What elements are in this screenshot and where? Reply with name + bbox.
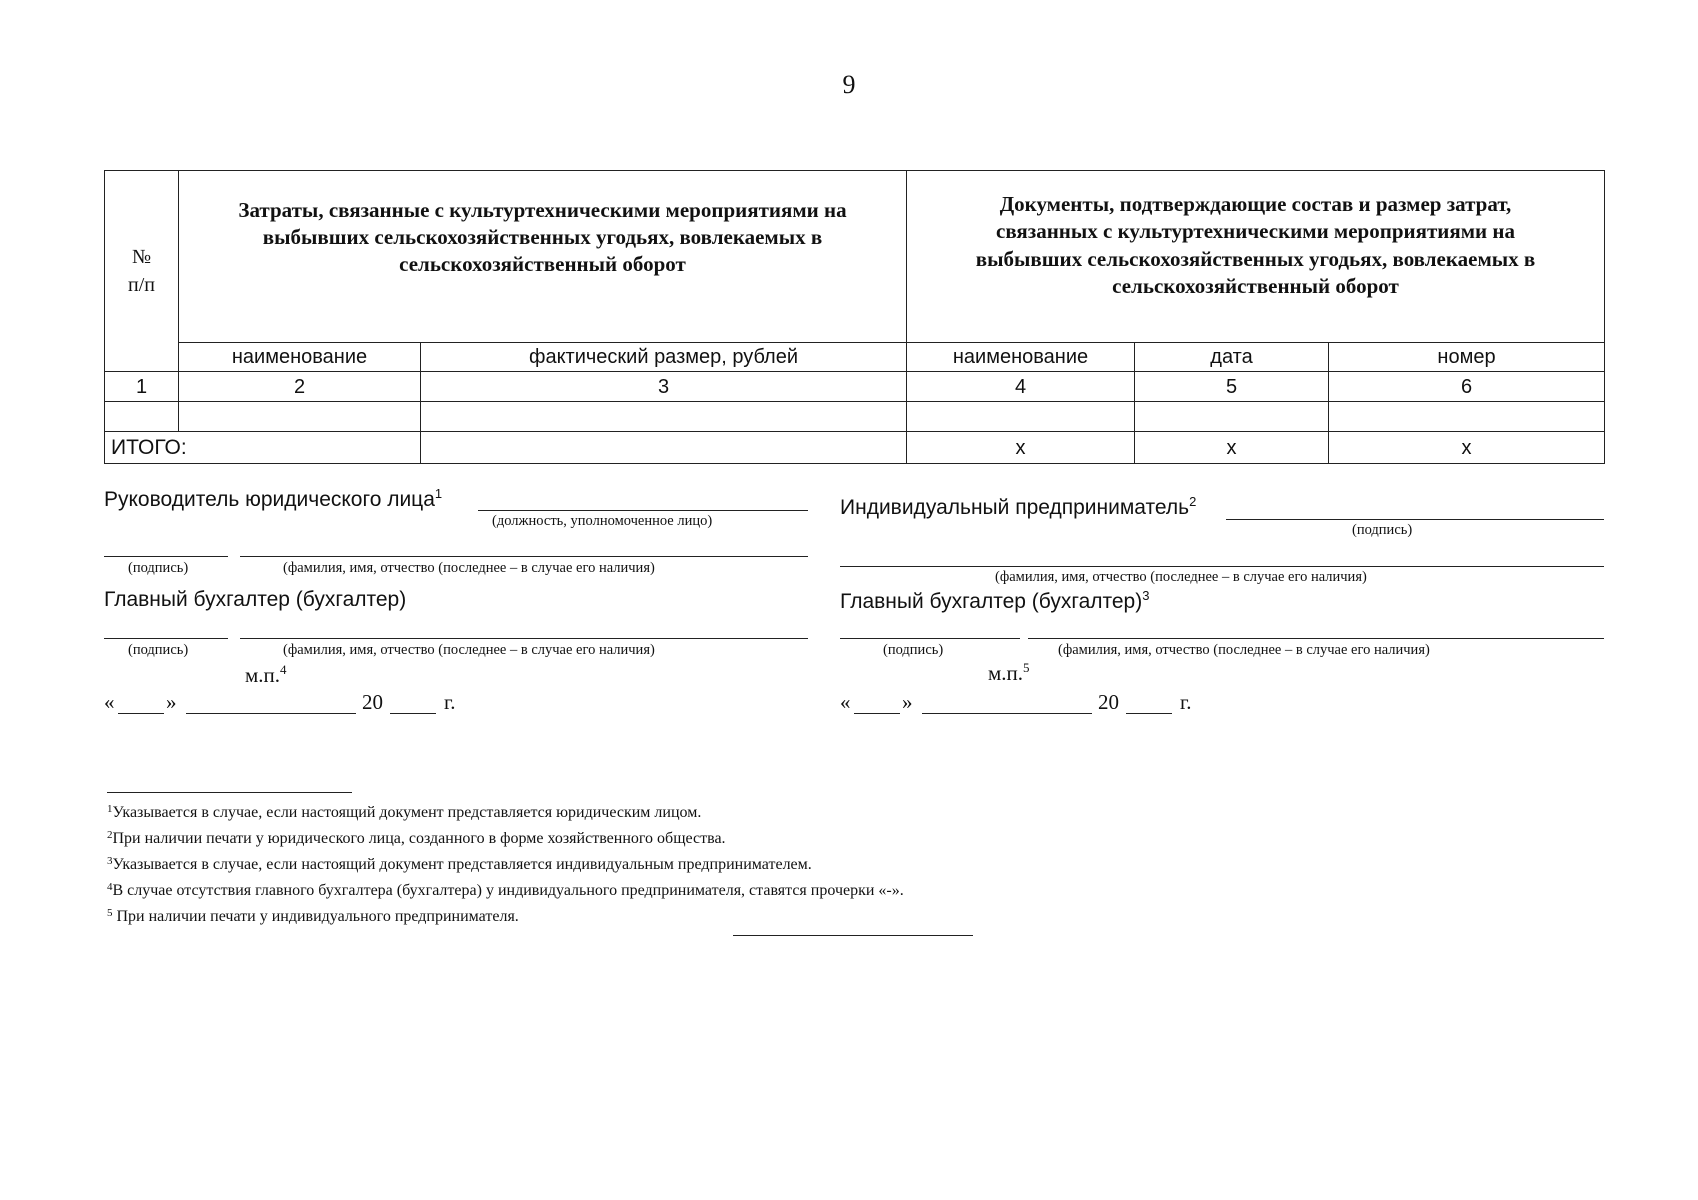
head-of-entity-label: Руководитель юридического лица$^1$ [104,486,443,511]
stamp-place: м.п.$^5$ [988,660,1030,685]
year-line[interactable] [390,713,436,714]
chief-accountant-label: Главный бухгалтер (бухгалтер)$^3$ [840,588,1150,613]
month-line[interactable] [186,713,356,714]
total-row [105,432,1605,464]
fio-line[interactable] [240,638,808,639]
total-mark: х [1329,432,1605,464]
signature-caption: (подпись) [883,642,944,658]
signature-caption: (подпись) [128,560,189,576]
documents-header: Документы, подтверждающие состав и размер затрат, связанных с культуртехническими мероприятиями на выбывших сельскохозяйственных угодьях, вовлекаемых в сельскохозяйственный оборот [907,171,1605,343]
column-number-1: 1 [105,372,179,402]
empty-cell[interactable] [1135,402,1329,432]
signature-line[interactable] [840,638,1020,639]
column-number-4: 4 [907,372,1135,402]
total-amount-cell[interactable] [421,432,907,464]
month-line[interactable] [922,713,1092,714]
column-number-3: 3 [421,372,907,402]
year-suffix: г. [444,690,456,714]
date-field: « [840,690,851,714]
empty-cell[interactable] [421,402,907,432]
footnote-2: $^2$При наличии печати у юридического лица, созданного в форме хозяйственного общества. [107,829,726,847]
costs-table [104,170,1605,464]
footnote-separator [107,792,352,793]
footnote-3: $^3$Указывается в случае, если настоящий документ представляется индивидуальным предпринимателем. [107,855,812,873]
column-number-6: 6 [1329,372,1605,402]
fio-caption: (фамилия, имя, отчество (последнее – в случае его наличия) [1058,642,1430,658]
footnote-4: $^4$В случае отсутствия главного бухгалтера (бухгалтера) у индивидуального предпринимателя, ставятся прочерки «-». [107,881,904,899]
subheader-date: дата [1135,343,1329,372]
fio-caption: (фамилия, имя, отчество (последнее – в случае его наличия) [995,569,1367,585]
subheader-doc-name: наименование [907,343,1135,372]
fio-line[interactable] [240,556,808,557]
total-label: ИТОГО: [105,432,421,464]
position-line[interactable] [478,510,808,511]
year-prefix: 20 [362,690,383,714]
subheader-actual-amount: фактический размер, рублей [421,343,907,372]
fio-caption: (фамилия, имя, отчество (последнее – в случае его наличия) [283,560,655,576]
date-close-quote: » [166,690,177,714]
signature-caption: (подпись) [128,642,189,658]
col-number-header: № п/п [105,171,179,372]
year-suffix: г. [1180,690,1192,714]
empty-cell[interactable] [105,402,179,432]
signature-caption: (подпись) [1352,522,1413,538]
footnote-5: $^5$ При наличии печати у индивидуального предпринимателя. [107,907,519,925]
column-number-2: 2 [179,372,421,402]
day-line[interactable] [854,713,900,714]
fio-caption: (фамилия, имя, отчество (последнее – в случае его наличия) [283,642,655,658]
end-of-document-rule [733,935,973,936]
column-number-5: 5 [1135,372,1329,402]
stamp-place: м.п.$^4$ [245,662,287,687]
fio-line[interactable] [1028,638,1604,639]
empty-cell[interactable] [1329,402,1605,432]
date-close-quote: » [902,690,913,714]
position-caption: (должность, уполномоченное лицо) [492,513,713,529]
chief-accountant-label: Главный бухгалтер (бухгалтер) [104,588,407,611]
page-number: 9 [842,70,856,99]
signature-line[interactable] [104,556,228,557]
year-prefix: 20 [1098,690,1119,714]
signature-line[interactable] [104,638,228,639]
total-mark: х [1135,432,1329,464]
day-line[interactable] [118,713,164,714]
empty-cell[interactable] [179,402,421,432]
fio-line[interactable] [840,566,1604,567]
subheader-number: номер [1329,343,1605,372]
year-line[interactable] [1126,713,1172,714]
entrepreneur-label: Индивидуальный предприниматель$^2$ [840,494,1197,519]
date-field: « [104,690,115,714]
costs-header: Затраты, связанные с культуртехническими мероприятиями на выбывших сельскохозяйственных угодьях, вовлекаемых в сельскохозяйственный оборот [179,171,907,343]
empty-cell[interactable] [907,402,1135,432]
footnote-1: $^1$Указывается в случае, если настоящий документ представляется юридическим лицом. [107,803,702,821]
entrepreneur-signature-line[interactable] [1226,519,1604,520]
total-mark: х [907,432,1135,464]
subheader-name: наименование [179,343,421,372]
footnotes [107,798,904,928]
table-row [105,402,1605,432]
